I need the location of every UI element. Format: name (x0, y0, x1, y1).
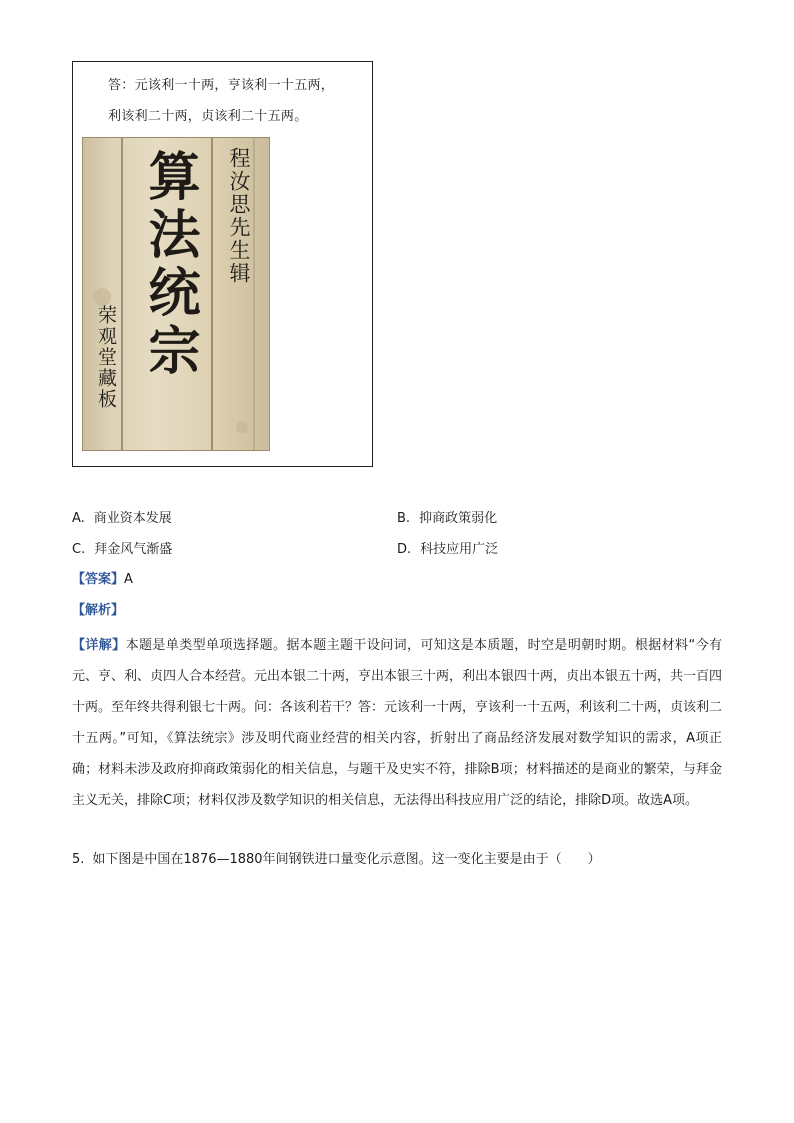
option-a[interactable] (72, 507, 172, 526)
option-text: 科技应用广泛 (420, 542, 499, 557)
answer-row (72, 568, 133, 587)
option-b[interactable] (397, 507, 497, 526)
analysis-row (72, 599, 124, 618)
answer-value: A (124, 572, 133, 587)
next-question (72, 848, 601, 867)
option-c[interactable] (72, 538, 172, 557)
option-d[interactable] (397, 538, 498, 557)
book-author: 程汝思先生辑 (227, 147, 251, 285)
answer-tag: 【答案】 (72, 572, 125, 587)
option-letter: C. (72, 542, 86, 557)
option-text: 抑商政策弱化 (419, 511, 498, 526)
option-letter: A. (72, 511, 85, 526)
book-title: 算法统宗 (139, 149, 200, 381)
question-number: 5. (72, 852, 85, 867)
book-cover-image (82, 137, 270, 451)
option-text: 拜金风气渐盛 (94, 542, 173, 557)
material-answer-line-1: 答：元该利一十两，亨该利一十五两， (108, 78, 335, 93)
question-text: 如下图是中国在1876—1880年间钢铁进口量变化示意图。这一变化主要是由于（ ） (92, 852, 601, 867)
detail-tag: 【详解】 (72, 638, 126, 653)
option-letter: B. (397, 511, 411, 526)
analysis-tag: 【解析】 (72, 603, 125, 618)
material-box (72, 61, 373, 467)
book-publisher: 荣观堂藏板 (95, 305, 117, 410)
detail-paragraph (72, 630, 722, 816)
detail-text: 本题是单类型单项选择题。据本题主题干设问词，可知这是本质题，时空是明朝时期。根据材料“今有元、亨、利、贞四人合本经营。元出本银二十两，亨出本银三十两，利出本银四十两，贞出本银五十两，共一百四十两。至年终共得利银七十两。问：各该利若干？答：元该利一十两，亨该利一十五两，利该利二十两，贞该利二十五两。”可知，《算法统宗》涉及明代商业经营的相关内容，折射出了商品经济发展对数学知识的需求，A项正确；材料未涉及政府抑商政策弱化的相关信息，与题干及史实不符，排除B项；材料描述的是商业的繁荣，与拜金主义无关，排除C项；材料仅涉及数学知识的相关信息，无法得出科技应用广泛的结论，排除D项。故选A项。 (72, 638, 723, 808)
option-letter: D. (397, 542, 412, 557)
material-answer-line-2: 利该利二十两，贞该利二十五两。 (108, 109, 308, 124)
option-text: 商业资本发展 (93, 511, 172, 526)
